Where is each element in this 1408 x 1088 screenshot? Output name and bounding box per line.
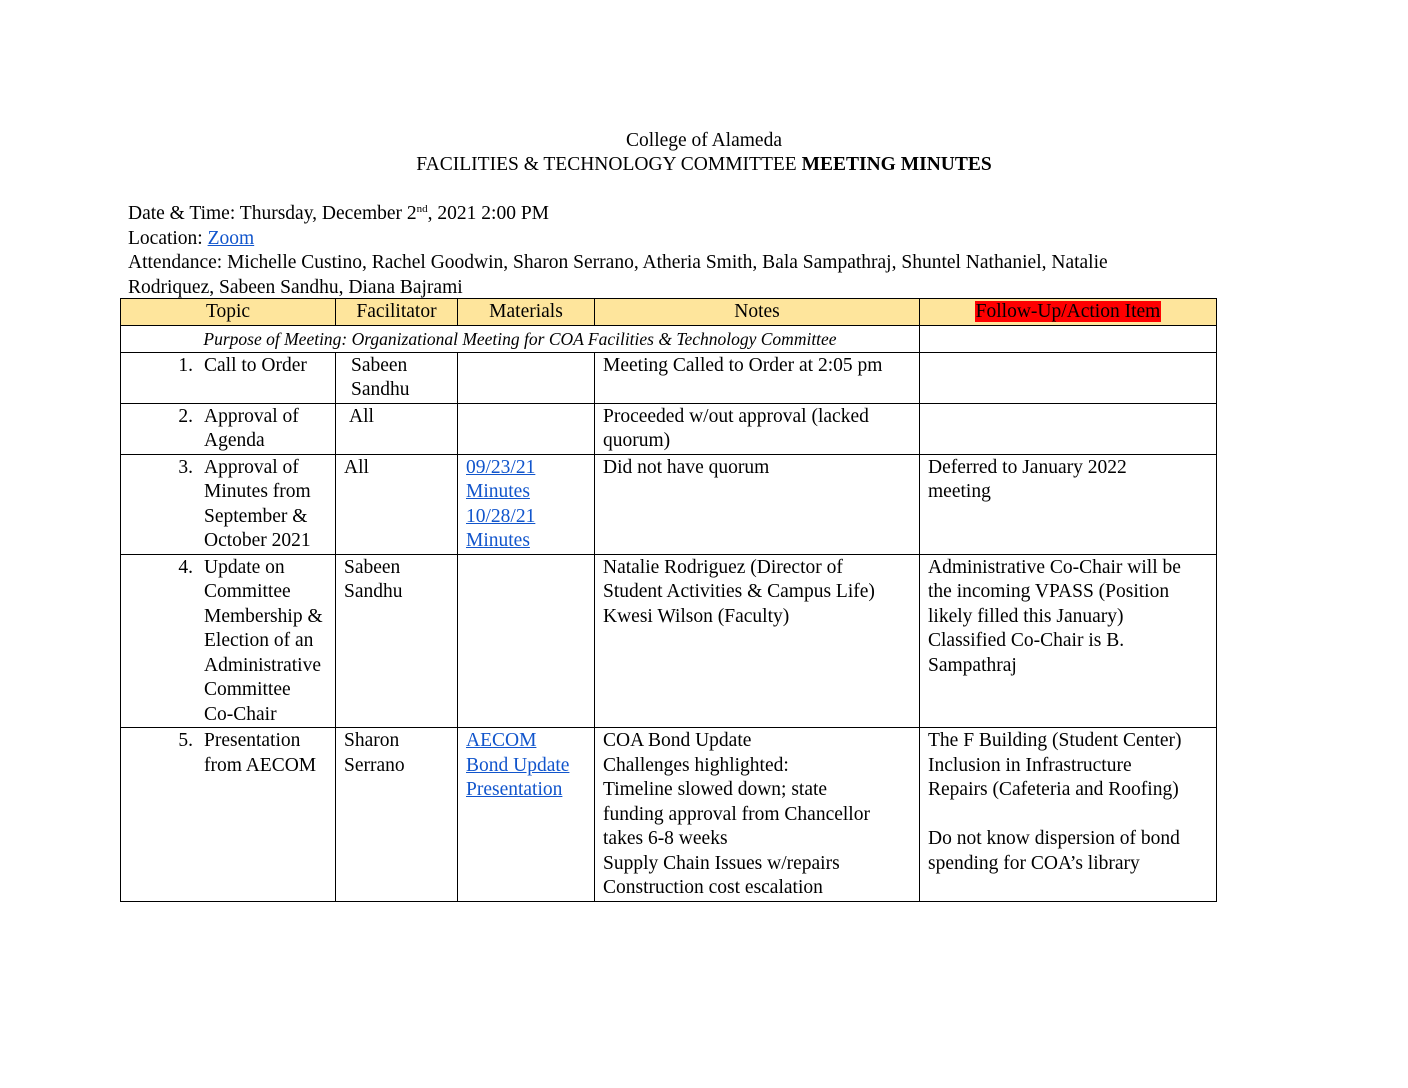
agenda-row — [121, 454, 1217, 554]
followup-cell — [920, 454, 1217, 554]
notes-cell — [595, 352, 920, 403]
attendance-line — [128, 251, 1218, 276]
facilitator-line: Sabeen — [351, 354, 408, 376]
table-header-row — [121, 299, 1217, 326]
materials-line — [466, 778, 586, 803]
date-value — [240, 203, 549, 224]
materials-cell — [458, 728, 595, 902]
agenda-row — [121, 352, 1217, 403]
zoom-link[interactable]: Zoom — [207, 227, 255, 249]
doc-type: MEETING MINUTES — [801, 154, 992, 175]
attendance-label: Attendance: — [128, 252, 223, 273]
committee-title — [0, 153, 1408, 177]
facilitator-line: Sharon — [344, 730, 400, 751]
topic-text — [193, 354, 307, 379]
topic-cell — [121, 554, 336, 728]
topic — [121, 354, 327, 379]
topic-line: Membership & — [204, 605, 323, 627]
topic-line: Election of an — [204, 630, 314, 651]
facilitator-line: Sandhu — [351, 379, 410, 400]
facilitator-cell — [336, 454, 458, 554]
col-header-materials: Materials — [458, 299, 595, 326]
topic-line: October 2021 — [204, 530, 311, 551]
purpose-text: Purpose of Meeting: Organizational Meeting for COA Facilities & Technology Committee — [121, 326, 920, 353]
facilitator-line: Sabeen — [344, 556, 401, 578]
notes-line: Construction cost escalation — [603, 877, 823, 898]
topic-text — [193, 729, 316, 778]
notes-line: Natalie Rodriguez (Director of — [603, 556, 843, 578]
attendance-names-1: Michelle Custino, Rachel Goodwin, Sharon Serrano, Atheria Smith, Bala Sampathraj, Shuntel Nathaniel, Natalie — [227, 252, 1108, 273]
notes-cell — [595, 728, 920, 902]
followup-line: The F Building (Student Center) — [928, 730, 1182, 751]
followup-header-highlight: Follow-Up/Action Item — [975, 301, 1161, 322]
followup-cell — [920, 352, 1217, 403]
date-rest: , 2021 2:00 PM — [427, 203, 550, 224]
document-title — [0, 129, 1408, 177]
materials-line — [466, 505, 586, 530]
followup-line: meeting — [928, 481, 991, 502]
followup-line: Sampathraj — [928, 654, 1017, 676]
materials-cell — [458, 554, 595, 728]
notes-line: Supply Chain Issues w/repairs — [603, 852, 840, 874]
topic-number: 4. — [178, 556, 193, 578]
topic — [121, 456, 327, 554]
followup-line: Administrative Co-Chair will be — [928, 556, 1181, 578]
attendance-names-2: Rodriquez, Sabeen Sandhu, Diana Bajrami — [128, 276, 463, 298]
notes-line: Timeline slowed down; state — [603, 779, 828, 800]
followup-line: the incoming VPASS (Position — [928, 581, 1170, 602]
facilitator-cell — [336, 403, 458, 454]
notes-line: Meeting Called to Order at 2:05 pm — [603, 354, 883, 376]
notes-cell — [595, 554, 920, 728]
materials-link[interactable]: Minutes — [466, 530, 530, 551]
topic-cell — [121, 352, 336, 403]
materials-cell — [458, 352, 595, 403]
topic-line: Approval of — [204, 456, 299, 478]
followup-line: Classified Co-Chair is B. — [928, 630, 1125, 651]
followup-line: likely filled this January) — [928, 605, 1124, 627]
materials-link[interactable]: AECOM — [466, 730, 537, 751]
materials-link[interactable]: Minutes — [466, 481, 530, 502]
topic — [121, 556, 327, 728]
topic-number: 5. — [178, 730, 193, 751]
materials-line — [466, 729, 586, 754]
topic-line: September & — [204, 505, 308, 527]
materials-link[interactable]: 10/28/21 — [466, 505, 536, 527]
followup-line: Deferred to January 2022 — [928, 456, 1127, 478]
facilitator-cell — [336, 554, 458, 728]
followup-cell — [920, 554, 1217, 728]
followup-cell — [920, 403, 1217, 454]
facilitator-line: All — [349, 405, 374, 427]
notes-cell — [595, 403, 920, 454]
followup-line: spending for COA’s library — [928, 852, 1140, 874]
topic-line: Call to Order — [204, 354, 307, 376]
materials-link[interactable]: Presentation — [466, 779, 563, 800]
committee-name: FACILITIES & TECHNOLOGY COMMITTEE — [416, 154, 797, 175]
materials-cell — [458, 403, 595, 454]
facilitator-cell — [336, 728, 458, 902]
notes-line: takes 6-8 weeks — [603, 828, 728, 849]
facilitator-cell — [336, 352, 458, 403]
topic-line: Agenda — [204, 430, 265, 451]
topic — [121, 729, 327, 778]
topic-line: Committee — [204, 679, 291, 700]
agenda-row — [121, 403, 1217, 454]
followup-line: Do not know dispersion of bond — [928, 828, 1180, 849]
topic-line: Presentation — [204, 730, 301, 751]
location-line — [128, 227, 1218, 252]
topic-number: 3. — [178, 456, 193, 478]
facilitator-line: All — [344, 456, 369, 478]
materials-cell — [458, 454, 595, 554]
followup-line: Inclusion in Infrastructure — [928, 754, 1132, 776]
notes-line: Challenges highlighted: — [603, 754, 789, 776]
meeting-meta — [128, 202, 1218, 300]
followup-line — [928, 803, 1208, 828]
date-time-line — [128, 202, 1218, 227]
col-header-notes: Notes — [595, 299, 920, 326]
materials-line — [466, 529, 586, 554]
purpose-followup-empty — [920, 326, 1217, 353]
topic-number: 1. — [178, 354, 193, 376]
notes-line: funding approval from Chancellor — [603, 803, 870, 825]
materials-link[interactable]: 09/23/21 — [466, 456, 536, 478]
notes-line: quorum) — [603, 430, 671, 451]
materials-line — [466, 456, 586, 481]
topic-text — [193, 456, 311, 554]
topic-cell — [121, 728, 336, 902]
notes-line: Kwesi Wilson (Faculty) — [603, 605, 790, 627]
facilitator-line: Sandhu — [344, 581, 403, 602]
topic-text — [193, 556, 323, 728]
notes-line: Student Activities & Campus Life) — [603, 581, 875, 602]
col-header-topic: Topic — [121, 299, 336, 326]
topic-line: Minutes from — [204, 481, 311, 502]
topic-number: 2. — [178, 405, 193, 427]
topic-line: Update on — [204, 556, 285, 578]
purpose-row — [121, 326, 1217, 353]
topic-line: Committee — [204, 581, 291, 602]
date-prefix: Thursday, December 2 — [239, 203, 417, 224]
topic-cell — [121, 454, 336, 554]
followup-line: Repairs (Cafeteria and Roofing) — [928, 779, 1179, 800]
topic-line: Approval of — [204, 405, 299, 427]
topic-line: Administrative — [204, 654, 321, 676]
facilitator-line: Serrano — [344, 754, 405, 776]
materials-line — [466, 754, 586, 779]
topic — [121, 405, 327, 454]
col-header-followup — [920, 299, 1217, 326]
topic-cell — [121, 403, 336, 454]
minutes-table — [120, 298, 1217, 902]
col-header-facilitator: Facilitator — [336, 299, 458, 326]
college-name: College of Alameda — [626, 130, 782, 151]
agenda-row — [121, 728, 1217, 902]
topic-line: Co-Chair — [204, 703, 277, 725]
notes-line: Did not have quorum — [603, 456, 770, 478]
materials-line — [466, 480, 586, 505]
agenda-row — [121, 554, 1217, 728]
notes-line: COA Bond Update — [603, 730, 752, 751]
notes-line: Proceeded w/out approval (lacked — [603, 405, 869, 427]
topic-text — [193, 405, 299, 454]
notes-cell — [595, 454, 920, 554]
date-ordinal: nd — [416, 203, 428, 215]
followup-cell — [920, 728, 1217, 902]
topic-line: from AECOM — [204, 754, 317, 776]
date-label: Date & Time: — [128, 203, 236, 224]
location-label: Location: — [128, 227, 203, 249]
materials-link[interactable]: Bond Update — [466, 754, 570, 776]
